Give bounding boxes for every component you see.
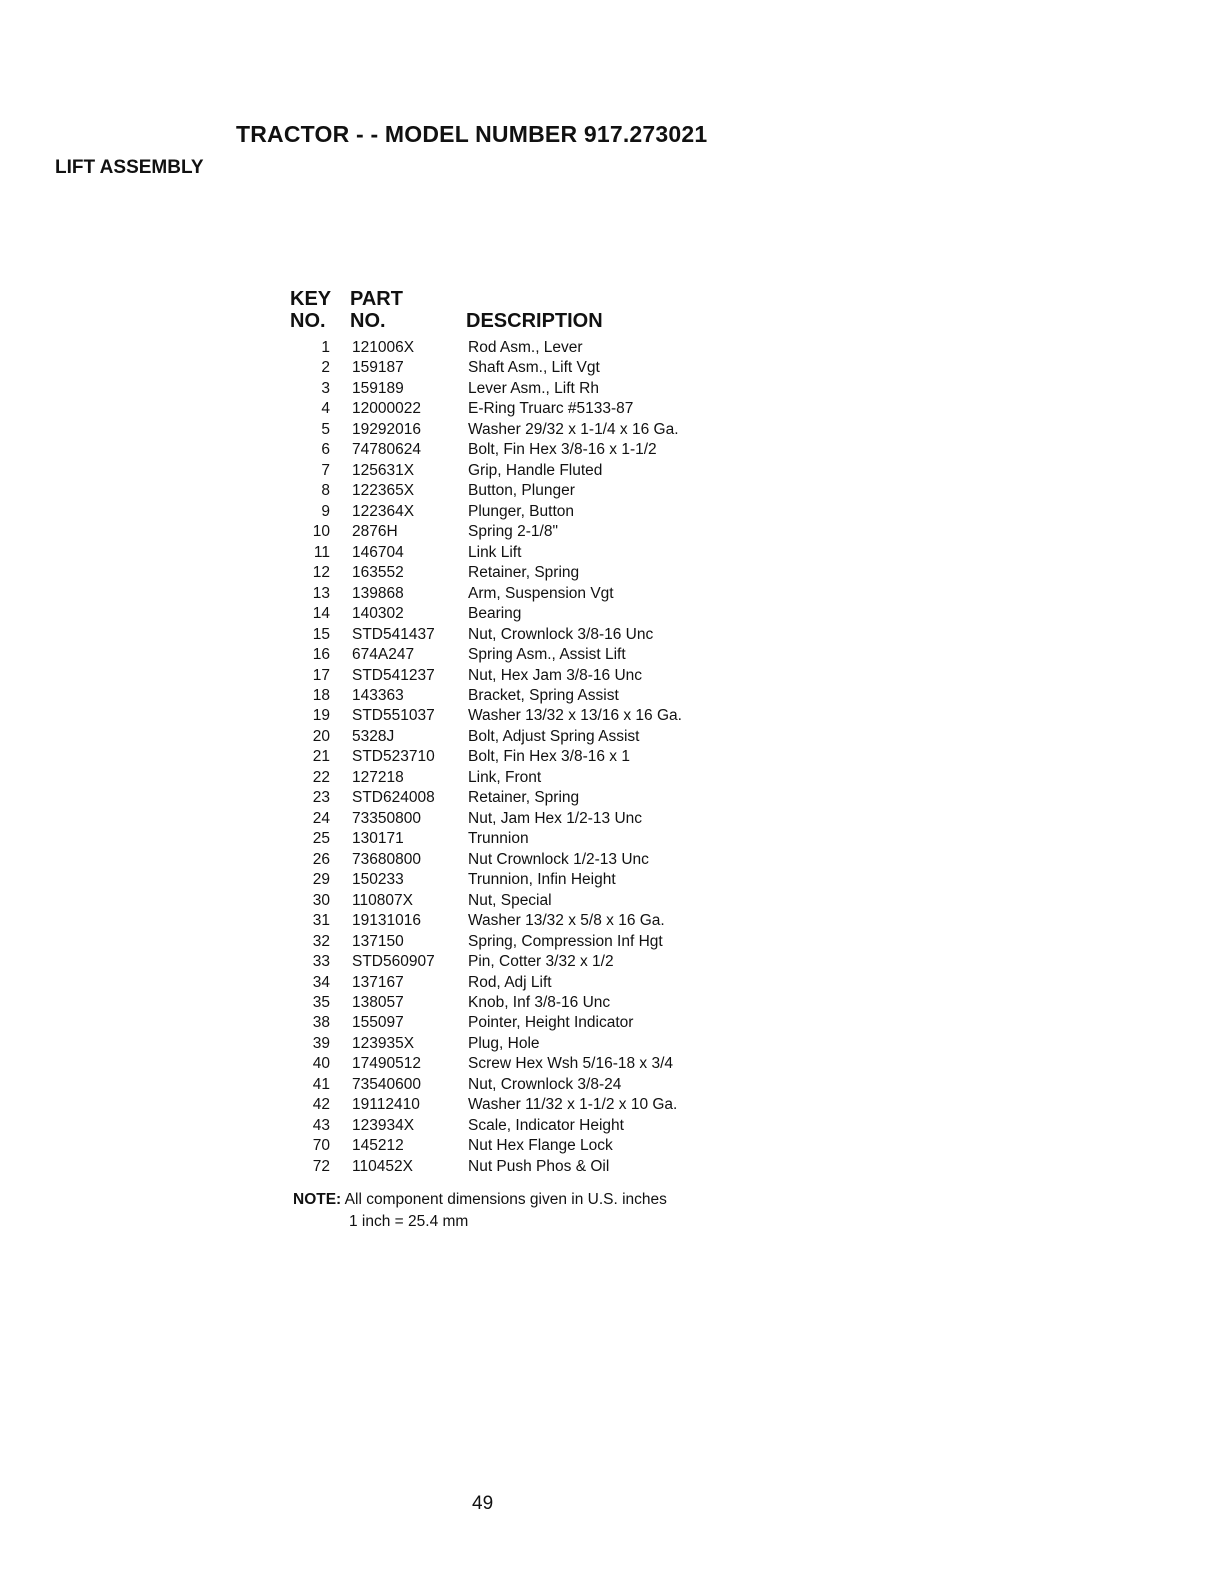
description: Bracket, Spring Assist [468,686,619,704]
table-row [290,604,682,624]
table-row [290,379,682,399]
part-no: 137150 [352,932,404,950]
description: Plunger, Button [468,502,574,520]
table-row [290,768,682,788]
header-key-line2: NO. [290,310,326,332]
key-no: 21 [312,748,330,766]
description: Rod Asm., Lever [468,339,583,356]
key-no: 32 [312,932,330,950]
key-no: 41 [312,1075,330,1093]
key-no: 31 [312,912,330,930]
description: Nut Hex Flange Lock [468,1137,613,1155]
part-no: STD541237 [352,666,435,684]
description: Pin, Cotter 3/32 x 1/2 [468,953,614,971]
key-no: 13 [312,584,330,602]
part-no: 74780624 [352,441,421,459]
table-row [290,338,682,358]
description: Scale, Indicator Height [468,1116,624,1134]
key-no: 5 [321,420,330,438]
description: Arm, Suspension Vgt [468,584,614,602]
description: Link, Front [468,768,542,786]
part-no: 121006X [352,339,415,356]
table-row [290,522,682,542]
key-no: 23 [312,789,330,807]
description: Spring Asm., Assist Lift [468,646,626,664]
key-no: 3 [321,379,330,397]
part-no: STD624008 [352,789,435,807]
description: Washer 13/32 x 5/8 x 16 Ga. [468,912,665,930]
key-no: 17 [312,666,330,684]
part-no: 145212 [352,1137,404,1155]
header-part-line2: NO. [350,310,386,332]
key-no: 24 [312,809,330,827]
table-row [290,829,682,849]
table-row [290,891,682,911]
key-no: 35 [312,994,330,1011]
note-line2: 1 inch = 25.4 mm [349,1213,469,1230]
description: E-Ring Truarc #5133-87 [468,400,634,418]
table-row [290,420,682,440]
key-no: 18 [312,686,330,704]
key-no: 2 [321,359,330,377]
table-row [290,911,682,931]
key-no: 25 [312,830,330,848]
table-row [290,1013,682,1033]
part-no: 130171 [352,830,404,848]
part-no: 143363 [352,686,404,704]
description: Plug, Hole [468,1034,540,1052]
key-no: 70 [312,1137,330,1155]
table-row [290,788,682,808]
key-no: 7 [321,461,330,479]
table-row [290,625,682,645]
table-row [290,952,682,972]
part-no: 674A247 [352,646,415,664]
description: Bolt, Fin Hex 3/8-16 x 1-1/2 [468,441,657,459]
key-no: 29 [312,871,330,889]
part-no: 73540600 [352,1075,421,1093]
table-row [290,706,682,726]
part-no: 122364X [352,502,415,520]
page-title: TRACTOR - - MODEL NUMBER 917.273021 [236,121,708,147]
description: Pointer, Height Indicator [468,1014,634,1032]
part-no: 110807X [352,891,413,909]
part-no: 139868 [352,584,404,602]
key-no: 40 [312,1055,330,1073]
table-row [290,584,682,604]
description: Nut, Crownlock 3/8-16 Unc [468,625,654,643]
table-row [290,747,682,767]
header-key-line1: KEY [290,288,332,310]
part-no: 19131016 [352,912,421,930]
description: Retainer, Spring [468,789,580,807]
key-no: 1 [321,339,330,356]
table-row [290,1116,682,1136]
part-no: 150233 [352,871,404,889]
table-row [290,809,682,829]
description: Bearing [468,605,522,623]
key-no: 11 [313,543,330,561]
header-description: DESCRIPTION [466,310,603,332]
table-row [290,993,682,1013]
part-no: 73680800 [352,850,421,868]
part-no: 19112410 [352,1096,420,1114]
table-row [290,870,682,890]
table-row [290,727,682,747]
description: Shaft Asm., Lift Vgt [468,359,600,377]
part-no: 73350800 [352,809,421,827]
key-no: 22 [312,768,330,786]
description: Link Lift [468,543,522,561]
description: Nut Push Phos & Oil [468,1157,610,1175]
key-no: 42 [312,1096,330,1114]
description: Trunnion [468,830,529,848]
table-row [290,1075,682,1095]
table-row [290,645,682,665]
key-no: 30 [312,891,330,909]
parts-list [290,338,682,1177]
part-no: 155097 [352,1014,404,1032]
description: Nut, Jam Hex 1/2-13 Unc [468,809,643,827]
description: Nut, Crownlock 3/8-24 [468,1075,622,1093]
note [293,1189,667,1233]
part-no: 146704 [352,543,404,561]
part-no: STD523710 [352,748,435,766]
key-no: 8 [321,482,330,500]
table-row [290,666,682,686]
key-no: 15 [312,625,330,643]
key-no: 12 [312,564,330,582]
description: Bolt, Adjust Spring Assist [468,727,640,745]
part-no: 138057 [352,994,404,1011]
part-no: 127218 [352,768,404,786]
key-no: 10 [312,523,330,541]
description: Knob, Inf 3/8-16 Unc [468,994,611,1011]
part-no: 163552 [352,564,404,582]
description: Trunnion, Infin Height [468,871,616,889]
table-row [290,1054,682,1074]
part-no: 137167 [352,973,404,991]
table-row [290,502,682,522]
description: Bolt, Fin Hex 3/8-16 x 1 [468,748,630,766]
description: Screw Hex Wsh 5/16-18 x 3/4 [468,1055,674,1073]
description: Washer 13/32 x 13/16 x 16 Ga. [468,707,682,725]
part-no: 110452X [352,1157,413,1175]
key-no: 43 [312,1116,330,1134]
part-no: 2876H [352,523,398,541]
part-no: 159189 [352,379,404,397]
key-no: 39 [312,1034,330,1052]
part-no: 12000022 [352,400,421,418]
part-no: 140302 [352,605,404,623]
table-row [290,543,682,563]
part-no: STD560907 [352,953,435,971]
description: Lever Asm., Lift Rh [468,379,599,397]
key-no: 34 [312,973,330,991]
key-no: 6 [321,441,330,459]
note-line1: All component dimensions given in U.S. inches [344,1191,667,1208]
description: Washer 29/32 x 1-1/4 x 16 Ga. [468,420,679,438]
part-no: 125631X [352,461,415,479]
description: Spring, Compression Inf Hgt [468,932,663,950]
part-no: STD541437 [352,625,435,643]
table-row [290,1136,682,1156]
note-label: NOTE: [293,1191,342,1208]
part-no: 5328J [352,727,395,745]
description: Washer 11/32 x 1-1/2 x 10 Ga. [468,1096,678,1114]
description: Retainer, Spring [468,564,580,582]
table-row [290,850,682,870]
key-no: 9 [321,502,330,520]
table-row [290,461,682,481]
key-no: 38 [312,1014,330,1032]
part-no: 123934X [352,1116,415,1134]
table-row [290,973,682,993]
part-no: 123935X [352,1034,415,1052]
key-no: 16 [312,646,330,664]
description: Grip, Handle Fluted [468,461,603,479]
part-no: 122365X [352,482,415,500]
section-title: LIFT ASSEMBLY [55,157,204,178]
description: Rod, Adj Lift [468,973,552,991]
key-no: 26 [312,850,330,868]
description: Spring 2-1/8" [468,523,558,541]
description: Nut, Special [468,891,552,909]
key-no: 72 [312,1157,330,1175]
header-part-line1: PART [350,288,403,310]
table-row [290,686,682,706]
table-row [290,399,682,419]
part-no: 19292016 [352,420,421,438]
part-no: STD551037 [352,707,435,725]
table-row [290,932,682,952]
table-row [290,1157,682,1177]
table-row [290,481,682,501]
part-no: 159187 [352,359,404,377]
key-no: 19 [312,707,330,725]
description: Nut Crownlock 1/2-13 Unc [468,850,649,868]
description: Nut, Hex Jam 3/8-16 Unc [468,666,643,684]
page-number: 49 [472,1493,494,1514]
table-row [290,358,682,378]
table-row [290,1095,682,1115]
key-no: 4 [321,400,330,418]
part-no: 17490512 [352,1055,421,1073]
key-no: 33 [312,953,330,971]
key-no: 20 [312,727,330,745]
description: Button, Plunger [468,482,575,500]
table-row [290,563,682,583]
table-row [290,440,682,460]
table-row [290,1034,682,1054]
key-no: 14 [312,605,330,623]
